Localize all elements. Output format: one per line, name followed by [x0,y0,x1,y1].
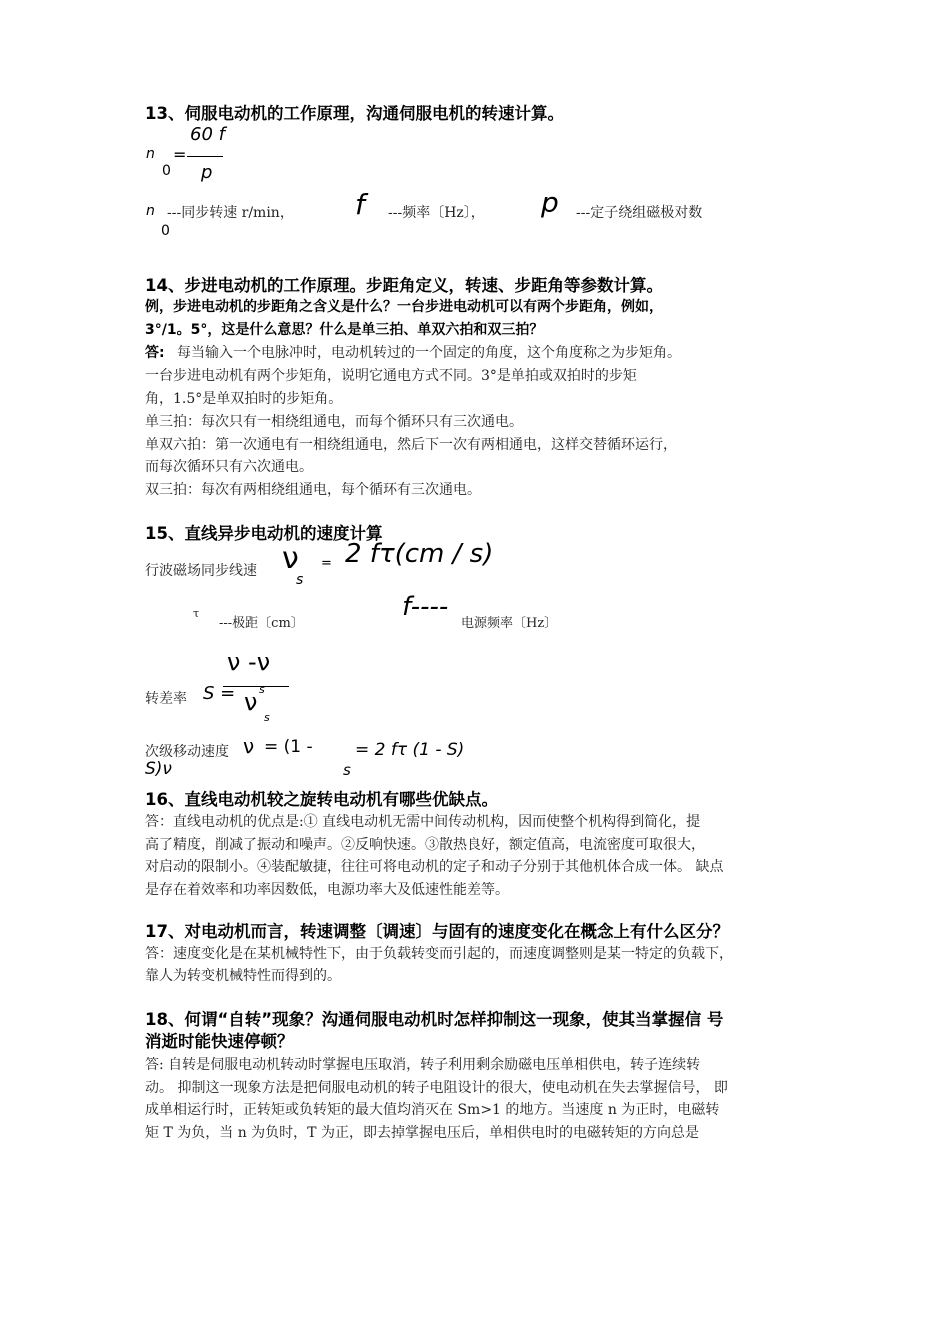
section-15-heading: 15、直线异步电动机的速度计算 [145,524,383,543]
sync-formula: 2 fτ(cm / s) [345,539,494,569]
section-14-heading: 14、步进电动机的工作原理。步距角定义，转速、步距角等参数计算。 [145,276,663,295]
sync-nu-symbol: ν [282,541,299,576]
f-definition: 电源频率〔Hz〕 [461,616,558,631]
answer-14-line-2: 一台步进电动机有两个步矩角，说明它通电方式不同。3°是单拍或双拍时的步矩 [145,368,637,384]
formula-13-equals: = [173,145,187,164]
secondary-sub-s: s [343,761,351,779]
sync-sub-s: s [296,572,304,588]
formula-13-numerator: 60 f [190,124,225,145]
secondary-speed-label: 次级移动速度 [145,744,229,760]
slip-numerator: ν -ν [227,648,271,676]
slip-num-sub-s: s [259,683,265,696]
secondary-formula-right: = 2 fτ (1 - S) [355,740,465,760]
sync-speed-label: 行波磁场同步线速 [145,563,257,579]
formula-13-n-var: n [146,146,155,162]
formula-13-denominator: p [201,162,213,183]
tau-definition: ---极距〔cm〕 [219,616,304,631]
slip-S-equals: S = [203,683,236,704]
section-17-heading: 17、对电动机而言，转速调整〔调速〕与固有的速度变化在概念上有什么区分？ [145,922,729,941]
answer-16-line-1: 答：直线电动机的优点是:① 直线电动机无需中间传动机构，因而使整个机构得到简化，提 [145,814,701,830]
f-dash: f---- [402,592,449,622]
answer-17-line-2: 靠人为转变机械特性而得到的。 [145,968,341,984]
slip-label: 转差率 [145,691,187,707]
sync-equals: = [321,556,332,571]
answer-14-line-1: 每当输入一个电脉冲时，电动机转过的一个固定的角度，这个角度称之为步矩角。 [177,345,681,361]
example-question-line-1: 例，步进电动机的步距角之含义是什么？一台步进电动机可以有两个步距角，例如， [145,299,663,315]
double-three-beat: 双三拍：每次有两相绕组通电，每个循环有三次通电。 [145,482,481,498]
def-13-n-sub: 0 [161,223,170,239]
def-13-f-var: f [355,188,365,221]
answer-18-line-3: 成单相运行时，正转矩或负转矩的最大值均消灭在 Sm>1 的地方。当速度 n 为正时，电磁转 [145,1102,720,1118]
def-13-n0: ---同步转速 r/min， [167,205,294,221]
slip-denominator: ν [244,688,258,716]
def-13-n-var: n [146,203,155,219]
section-13-heading: 13、伺服电动机的工作原理，沟通伺服电机的转速计算。 [145,104,564,123]
def-13-p-var: p [541,186,559,219]
answer-14-line-3: 角，1.5°是单双拍时的步矩角。 [145,391,343,407]
answer-16-line-3: 对启动的限制小。④装配敏捷，往往可将电动机的定子和动子分别于其他机体合成一体。 缺点 [145,859,724,875]
answer-16-line-2: 高了精度，削减了振动和噪声。②反响快速。③散热良好，额定值高，电流密度可取很大， [145,837,705,853]
answer-17-line-1: 答：速度变化是在某机械特性下，由于负载转变而引起的，而速度调整则是某一特定的负载下， [145,946,733,962]
single-double-six-line-1: 单双六拍：第一次通电有一相绕组通电，然后下一次有两相通电，这样交替循环运行， [145,437,677,453]
answer-18-line-4: 矩 T 为负，当 n 为负时，T 为正，即去掉掌握电压后，单相供电时的电磁转矩的方向总是 [145,1125,699,1141]
example-question-line-2: 3°/1。5°，这是什么意思？什么是单三拍、单双六拍和双三拍？ [145,322,544,338]
answer-16-line-4: 是存在着效率和功率因数低，电源功率大及低速性能差等。 [145,882,509,898]
def-13-f: ---频率〔Hz〕， [388,205,485,221]
secondary-nu: ν [243,734,255,758]
tau-symbol: τ [193,607,200,620]
answer-18-line-1: 答: 自转是伺服电动机转动时掌握电压取消，转子利用剩余励磁电压单相供电，转子连续转 [145,1057,701,1073]
answer-label: 答: [145,345,165,361]
def-13-p: ---定子绕组磁极对数 [576,205,703,221]
formula-13-n-sub: 0 [162,163,171,179]
secondary-next-line: S)ν [145,759,172,779]
single-double-six-line-2: 而每次循环只有六次通电。 [145,459,313,475]
section-18-heading-line-2: 消逝时能快速停顿？ [145,1032,294,1051]
slip-den-sub-s: s [264,711,270,724]
formula-13-fraction-bar [187,156,223,157]
section-16-heading: 16、直线电动机较之旋转电动机有哪些优缺点。 [145,790,498,809]
secondary-mid: = (1 - [264,737,313,757]
single-three-beat: 单三拍：每次只有一相绕组通电，而每个循环只有三次通电。 [145,414,523,430]
answer-18-line-2: 动。 抑制这一现象方法是把伺服电动机的转子电阻设计的很大，使电动机在失去掌握信号， 即 [145,1080,728,1096]
section-18-heading-line-1: 18、何谓“自转”现象？沟通伺服电动机时怎样抑制这一现象，使其当掌握信 号 [145,1010,724,1029]
